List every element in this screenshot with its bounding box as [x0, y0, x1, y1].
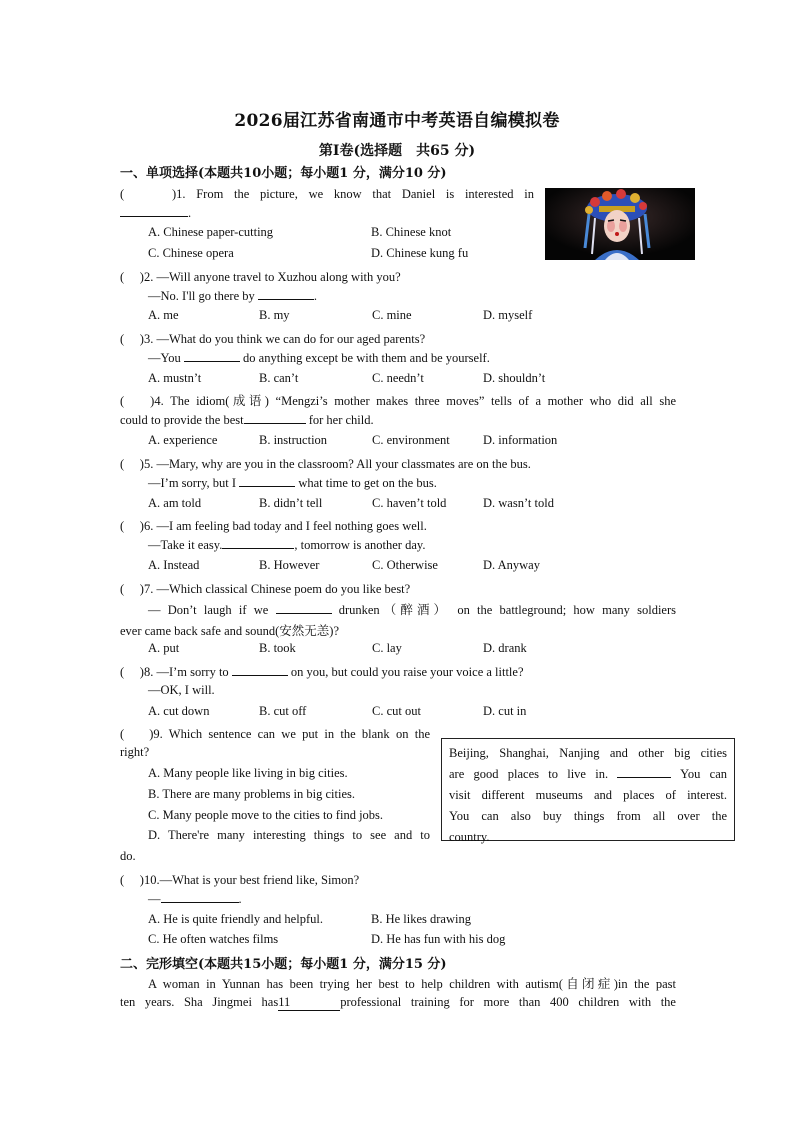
- q2-option-c: C. mine: [372, 308, 412, 322]
- q6-stem-line2: —Take it easy. , tomorrow is another day.: [148, 538, 426, 552]
- q3-option-a: A. mustn’t: [148, 371, 202, 385]
- q10-option-c: C. He often watches films: [148, 932, 279, 946]
- q4-stem: ( )4. The idiom(成语) “Mengzi’s mother makes three moves” tells of a mother who did all she: [120, 394, 676, 408]
- q6-stem: ( )6. —I am feeling bad today and I feel nothing goes well.: [120, 519, 427, 533]
- q5-stem: ( )5. —Mary, why are you in the classroom? All your classmates are on the bus.: [120, 457, 531, 471]
- q7-option-c: C. lay: [372, 641, 402, 655]
- q4-option-d: D. information: [483, 433, 558, 447]
- q10-option-d: D. He has fun with his dog: [371, 932, 506, 946]
- q3-option-d: D. shouldn’t: [483, 371, 546, 385]
- q8-stem: ( )8. —I’m sorry to on you, but could you raise your voice a little?: [120, 665, 524, 679]
- q8-option-d: D. cut in: [483, 704, 527, 718]
- opera-performer-illustration: [545, 188, 695, 260]
- cloze-paragraph-line1: A woman in Yunnan has been trying her best to help children with autism(自闭症)in the past: [148, 977, 676, 991]
- q2-option-a: A. me: [148, 308, 179, 322]
- q9-box-line3: visit different museums and places of interest.: [449, 788, 727, 802]
- q1-option-a: A. Chinese paper-cutting: [148, 225, 274, 239]
- q7-option-a: A. put: [148, 641, 180, 655]
- q5-option-c: C. haven’t told: [372, 496, 447, 510]
- q8-option-a: A. cut down: [148, 704, 210, 718]
- q6-option-a: A. Instead: [148, 558, 200, 572]
- q7-stem-line2: — Don’t laugh if we drunken（醉酒） on the battleground; how many soldiers: [148, 603, 677, 617]
- q1-blank: [120, 205, 188, 217]
- q2-option-d: D. myself: [483, 308, 533, 322]
- q4-option-c: C. environment: [372, 433, 450, 447]
- q2-stem-line2: —No. I'll go there by .: [148, 289, 317, 303]
- q5-option-a: A. am told: [148, 496, 202, 510]
- q3-stem-line2: —You do anything except be with them and be yourself.: [148, 351, 490, 365]
- q10-option-a: A. He is quite friendly and helpful.: [148, 912, 323, 926]
- chinese-opera-photo: [545, 188, 695, 260]
- q9-box-line1: Beijing, Shanghai, Nanjing and other big cities: [449, 746, 727, 760]
- q3-option-c: C. needn’t: [372, 371, 424, 385]
- q6-option-c: C. Otherwise: [372, 558, 438, 572]
- q1-stem: ( )1. From the picture, we know that Daniel is interested in: [120, 187, 534, 201]
- q7-option-b: B. took: [259, 641, 296, 655]
- q9-reading-box: [441, 738, 735, 844]
- q9-stem: ( )9. Which sentence can we put in the blank on the: [120, 727, 430, 741]
- q5-option-b: B. didn’t tell: [259, 496, 323, 510]
- q9-option-d: D. There're many interesting things to see and to: [148, 828, 430, 842]
- q10-stem-line2: — .: [148, 892, 242, 906]
- section2-heading: 二、完形填空(本题共15小题；每小题1 分，满分15 分): [120, 957, 447, 972]
- q3-stem: ( )3. —What do you think we can do for our aged parents?: [120, 332, 426, 346]
- q1-option-d: D. Chinese kung fu: [371, 246, 469, 260]
- section1-heading: 一、单项选择(本题共10小题；每小题1 分，满分10 分): [120, 166, 447, 181]
- q7-option-d: D. drank: [483, 641, 527, 655]
- q1-option-c: C. Chinese opera: [148, 246, 234, 260]
- q9-box-line2: are good places to live in. You can: [449, 767, 728, 781]
- q9-stem-line2: right?: [120, 745, 150, 759]
- q2-option-b: B. my: [259, 308, 290, 322]
- q9-option-d-cont: do.: [120, 849, 136, 863]
- q9-box-line5: country.: [449, 830, 490, 844]
- q7-stem-line3: ever came back safe and sound(安然无恙)?: [120, 624, 340, 638]
- q5-option-d: D. wasn’t told: [483, 496, 554, 510]
- q8-option-b: B. cut off: [259, 704, 307, 718]
- q1-stem-line2: .: [120, 205, 191, 221]
- q10-stem: ( )10.—What is your best friend like, Simon?: [120, 873, 360, 887]
- part-subtitle: 第I卷(选择题 共65 分): [318, 143, 476, 159]
- q9-option-a: A. Many people like living in big cities.: [148, 766, 348, 780]
- q8-stem-line2: —OK, I will.: [148, 683, 215, 697]
- q6-option-b: B. However: [259, 558, 320, 572]
- q4-option-a: A. experience: [148, 433, 218, 447]
- q4-option-b: B. instruction: [259, 433, 328, 447]
- q6-option-d: D. Anyway: [483, 558, 540, 572]
- q10-option-b: B. He likes drawing: [371, 912, 471, 926]
- q4-stem-line2: could to provide the best for her child.: [120, 413, 374, 427]
- q2-stem: ( )2. —Will anyone travel to Xuzhou along with you?: [120, 270, 401, 284]
- q8-option-c: C. cut out: [372, 704, 421, 718]
- q9-option-b: B. There are many problems in big cities.: [148, 787, 356, 801]
- q5-stem-line2: —I’m sorry, but I what time to get on the bus.: [148, 476, 437, 490]
- q7-stem: ( )7. —Which classical Chinese poem do you like best?: [120, 582, 411, 596]
- cloze-paragraph-line2: ten years. Sha Jingmei has11 professional training for more than 400 children with the: [120, 995, 676, 1009]
- q1-option-b: B. Chinese knot: [371, 225, 452, 239]
- q3-option-b: B. can’t: [259, 371, 299, 385]
- q9-option-c: C. Many people move to the cities to find jobs.: [148, 808, 384, 822]
- q9-box-line4: You can also buy things from all over the: [449, 809, 727, 823]
- cloze-blank-11: 11: [278, 995, 340, 1011]
- page-title: 2026届江苏省南通市中考英语自编模拟卷: [234, 111, 560, 131]
